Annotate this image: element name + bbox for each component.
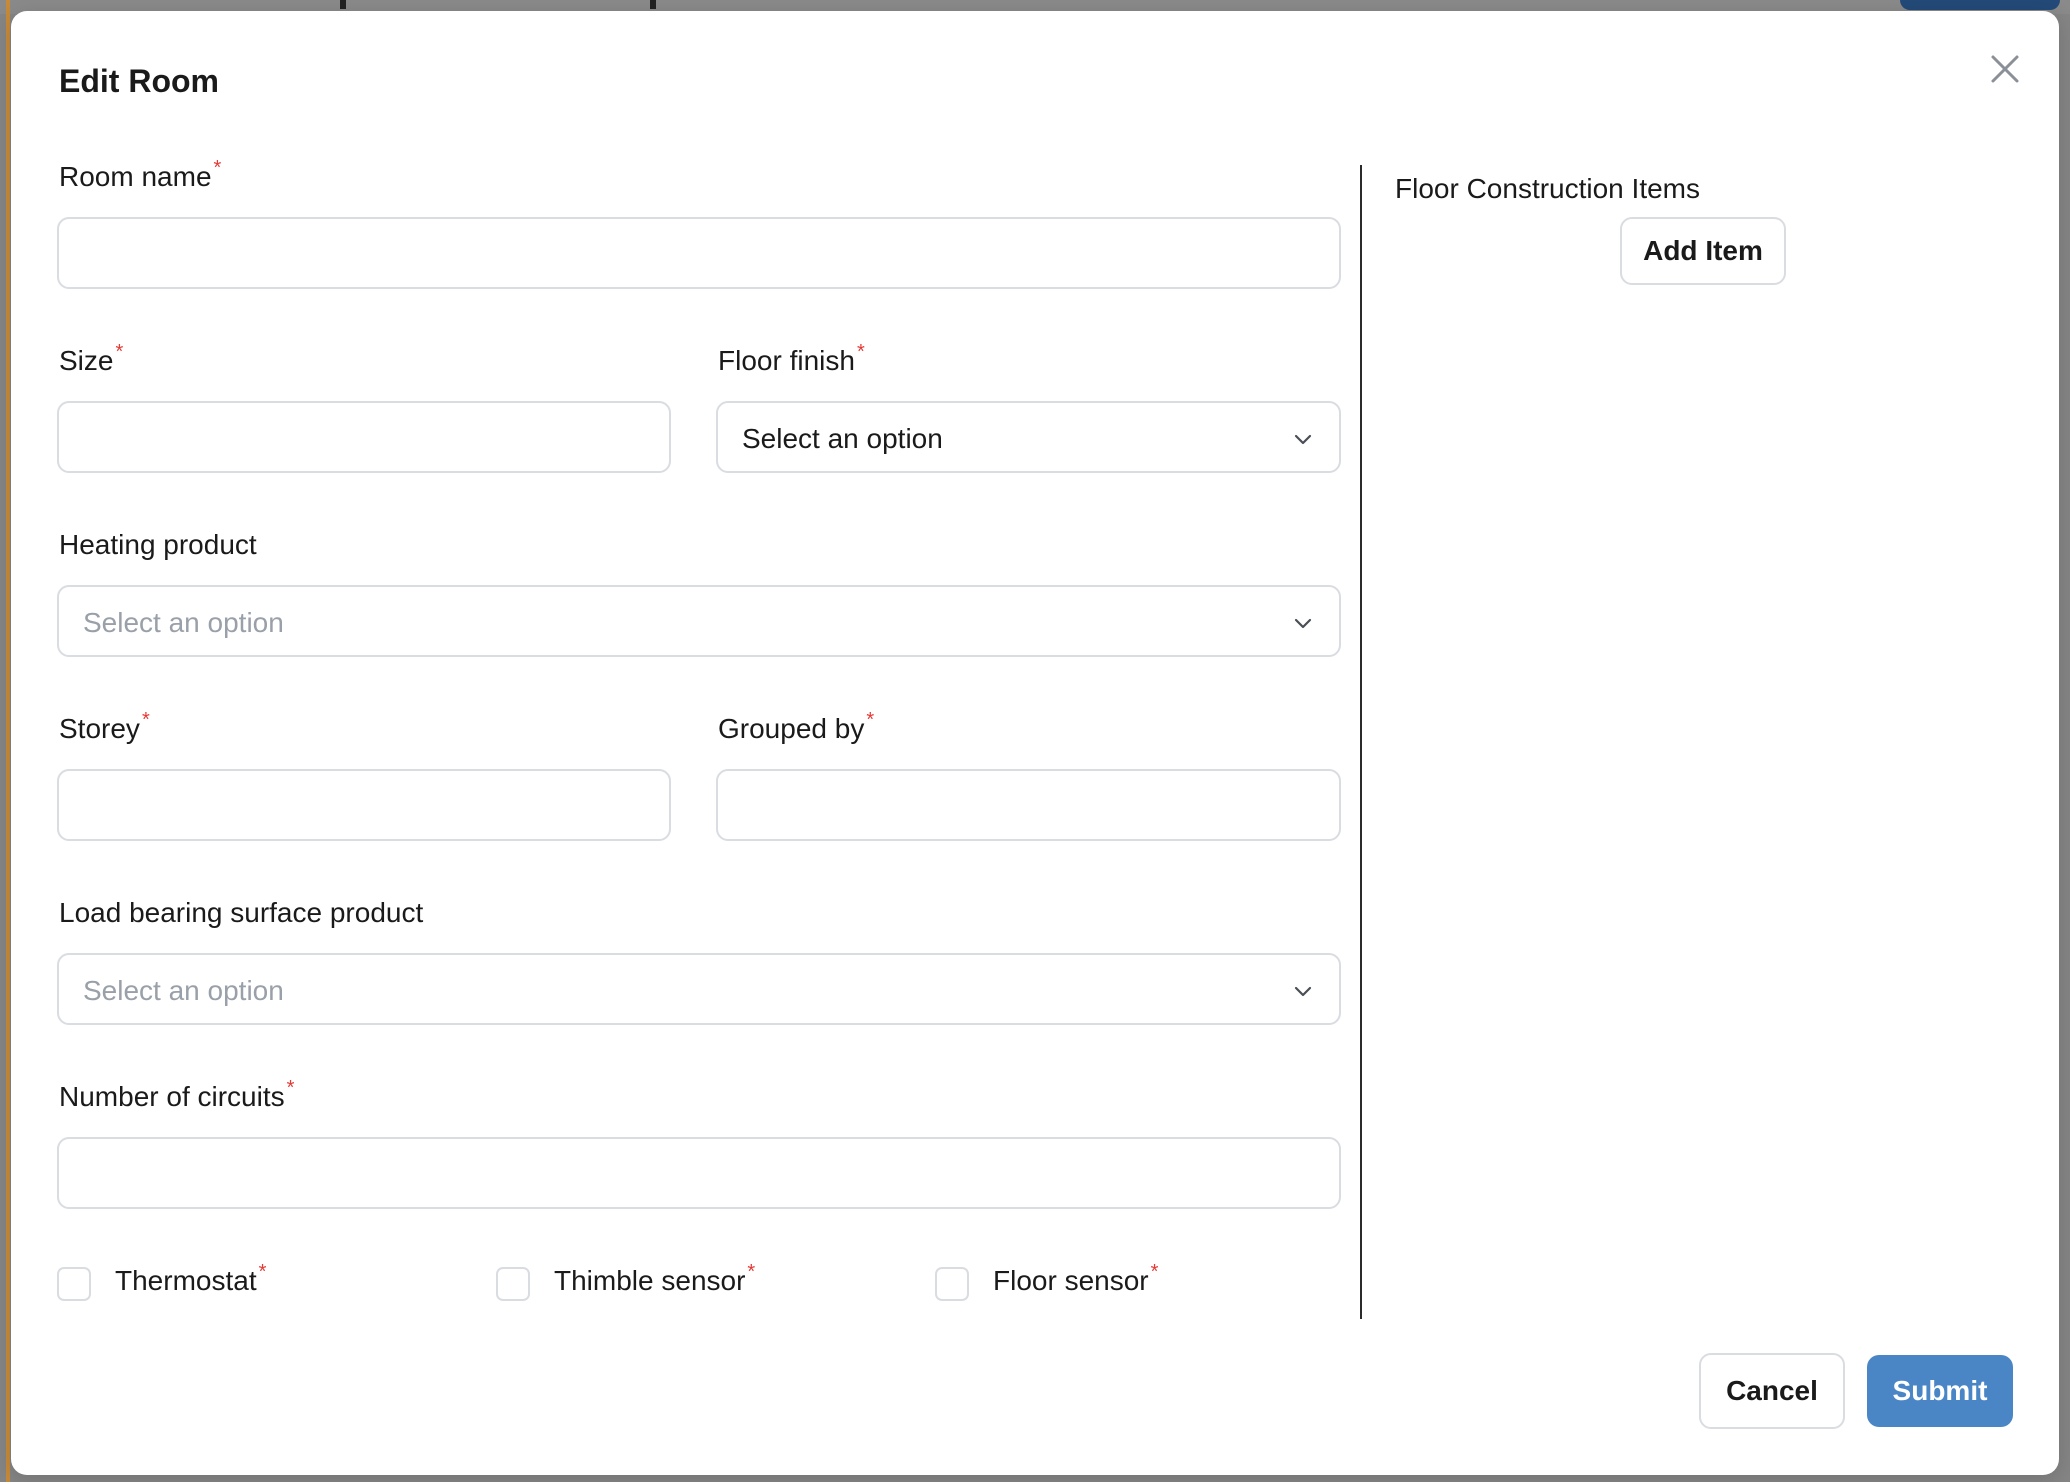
column-divider (1360, 165, 1362, 1319)
thimble-sensor-label-text: Thimble sensor (554, 1265, 746, 1296)
floor-finish-label-text: Floor finish (718, 345, 855, 376)
load-bearing-placeholder: Select an option (83, 975, 284, 1006)
heating-product-select[interactable] (57, 585, 1341, 657)
heating-product-label (59, 529, 257, 561)
required-mark: * (213, 157, 222, 179)
thimble-sensor-checkbox[interactable] (496, 1267, 530, 1301)
storey-label (59, 709, 150, 745)
chevron-down-icon (1291, 611, 1315, 635)
load-bearing-label (59, 897, 423, 929)
required-mark: * (115, 341, 124, 363)
background-mark (650, 0, 656, 9)
floor-sensor-label-text: Floor sensor (993, 1265, 1149, 1296)
storey-label-text: Storey (59, 713, 140, 744)
required-mark: * (258, 1261, 267, 1283)
floor-construction-title: Floor Construction Items (1395, 173, 1700, 204)
room-name-label-text: Room name (59, 161, 212, 192)
floor-finish-value: Select an option (742, 423, 943, 454)
circuits-input[interactable] (57, 1137, 1341, 1209)
thimble-sensor-label (554, 1261, 756, 1297)
size-input[interactable] (57, 401, 671, 473)
heating-product-placeholder: Select an option (83, 607, 284, 638)
room-name-label (59, 157, 222, 193)
required-mark: * (141, 709, 150, 731)
floor-finish-select[interactable] (716, 401, 1341, 473)
close-button[interactable] (1985, 49, 2025, 89)
chevron-down-icon (1291, 979, 1315, 1003)
room-name-input[interactable] (57, 217, 1341, 289)
floor-sensor-checkbox[interactable] (935, 1267, 969, 1301)
size-label (59, 341, 124, 377)
required-mark: * (286, 1077, 295, 1099)
load-bearing-select[interactable] (57, 953, 1341, 1025)
edit-room-modal (11, 11, 2059, 1475)
thermostat-checkbox[interactable] (57, 1267, 91, 1301)
circuits-label-text: Number of circuits (59, 1081, 285, 1112)
thermostat-label-text: Thermostat (115, 1265, 257, 1296)
required-mark: * (856, 341, 865, 363)
circuits-label (59, 1077, 295, 1113)
background-mark (340, 0, 346, 9)
required-mark: * (1150, 1261, 1159, 1283)
required-mark: * (747, 1261, 756, 1283)
modal-title: Edit Room (59, 63, 219, 99)
grouped-by-label-text: Grouped by (718, 713, 865, 744)
grouped-by-label (718, 709, 875, 745)
storey-input[interactable] (57, 769, 671, 841)
chevron-down-icon (1291, 427, 1315, 451)
add-item-button[interactable]: Add Item (1620, 217, 1786, 285)
submit-button[interactable]: Submit (1867, 1355, 2013, 1427)
thermostat-label (115, 1261, 267, 1297)
background-accent-edge (6, 0, 10, 1482)
grouped-by-input[interactable] (716, 769, 1341, 841)
heating-product-label-text: Heating product (59, 529, 257, 560)
required-mark: * (866, 709, 875, 731)
floor-sensor-label (993, 1261, 1159, 1297)
close-icon (1985, 49, 2025, 89)
cancel-button[interactable]: Cancel (1699, 1353, 1845, 1429)
size-label-text: Size (59, 345, 114, 376)
load-bearing-label-text: Load bearing surface product (59, 897, 424, 928)
floor-finish-label (718, 341, 865, 377)
background-button (1900, 0, 2060, 10)
